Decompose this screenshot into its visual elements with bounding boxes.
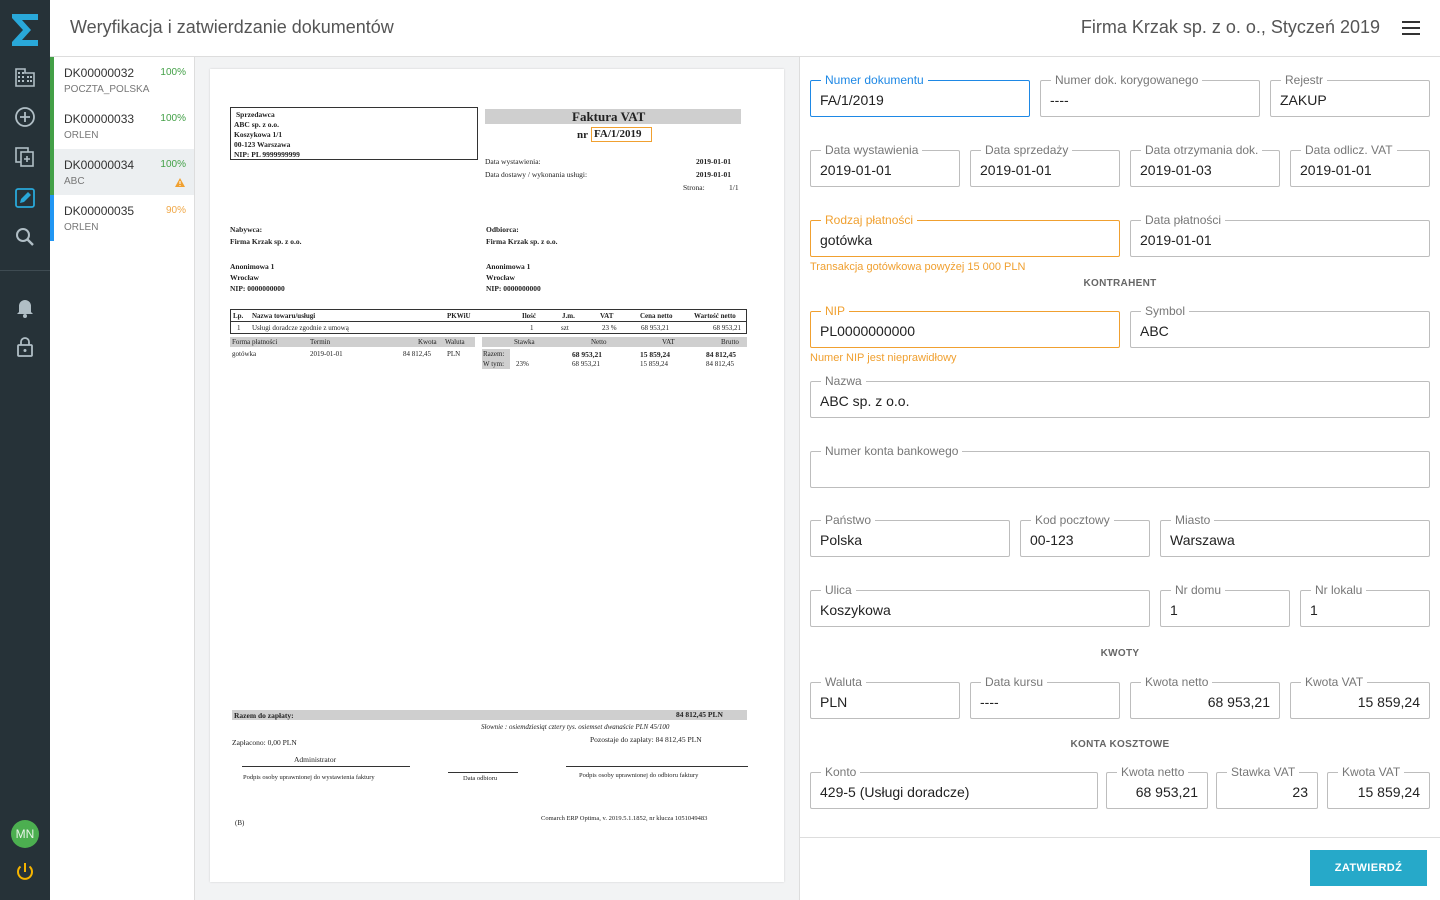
field-value: Koszykowa — [820, 602, 891, 618]
row-net-price: 68 953,21 — [641, 324, 669, 332]
wtym-vat: 15 859,24 — [640, 360, 668, 368]
pay-col-form: Forma płatności — [232, 338, 278, 346]
top-bar — [50, 0, 1440, 57]
field-label: Data odlicz. VAT — [1301, 143, 1397, 157]
wtym-net: 68 953,21 — [572, 360, 600, 368]
field-value: 2019-01-01 — [1300, 162, 1372, 178]
seller-line: NIP: PL 9999999999 — [234, 150, 300, 159]
buyer-line: NIP: 0000000000 — [230, 284, 285, 293]
document-percent: 100% — [160, 159, 186, 170]
warning-icon — [175, 178, 185, 187]
seller-line: 00-123 Warszawa — [234, 140, 291, 149]
document-list-item-active[interactable] — [50, 149, 194, 195]
vat-col-vat: VAT — [662, 338, 675, 346]
field-label: Data wystawienia — [821, 143, 922, 157]
field-value: 23 — [1292, 784, 1308, 800]
buyer-line: Anonimowa 1 — [230, 262, 275, 271]
field-label: Państwo — [821, 513, 875, 527]
vat-col-gross: Brutto — [721, 338, 739, 346]
buyer-label: Nabywca: — [230, 225, 263, 234]
nav-rail — [0, 0, 50, 900]
rail-separator — [0, 270, 50, 271]
sale-date-field[interactable] — [970, 143, 1120, 187]
sign-issuer: Podpis osoby uprawnionej do wystawienia faktury — [243, 774, 375, 781]
cost-vat-field[interactable] — [1327, 765, 1430, 809]
corrected-number-field[interactable] — [1040, 73, 1260, 117]
total-bar — [232, 710, 747, 720]
document-list — [50, 57, 195, 900]
col-net-value: Wartość netto — [694, 312, 736, 320]
page-label: Strona: — [683, 183, 705, 192]
field-value: ABC sp. z o.o. — [820, 393, 910, 409]
field-value: PL0000000000 — [820, 323, 915, 339]
document-list-item[interactable] — [50, 57, 194, 103]
delivery-date: 2019-01-01 — [696, 170, 731, 179]
pay-form: gotówka — [232, 350, 257, 358]
sign-line — [242, 766, 410, 767]
field-value: 2019-01-01 — [1140, 232, 1212, 248]
hamburger-menu-icon[interactable] — [1400, 18, 1422, 38]
flat-number-field[interactable] — [1300, 583, 1430, 627]
field-value: FA/1/2019 — [820, 92, 884, 108]
seller-line: Koszykowa 1/1 — [234, 130, 283, 139]
field-label: Nr lokalu — [1311, 583, 1366, 597]
field-label: Data płatności — [1141, 213, 1225, 227]
page-title: Weryfikacja i zatwierdzanie dokumentów — [70, 17, 394, 37]
vat-col-rate: Stawka — [514, 338, 535, 346]
sum-vat: 15 859,24 — [640, 350, 670, 359]
nip-field[interactable] — [810, 304, 1120, 348]
pay-col-amount: Kwota — [418, 338, 437, 346]
document-percent: 90% — [165, 205, 186, 216]
row-qty: 1 — [530, 324, 534, 332]
account-field[interactable] — [810, 765, 1098, 809]
sign-line — [448, 772, 518, 773]
row-unit: szt — [561, 324, 569, 332]
field-label: Kwota VAT — [1301, 675, 1367, 689]
field-value: ---- — [980, 694, 999, 710]
field-value: 00-123 — [1030, 532, 1074, 548]
recipient-label: Odbiorca: — [486, 225, 519, 234]
document-id: DK00000033 — [64, 112, 135, 126]
field-label: Numer konta bankowego — [821, 444, 962, 458]
payment-type-field[interactable] — [810, 213, 1120, 257]
document-source: POCZTA_POLSKA — [64, 84, 150, 95]
field-value: Polska — [820, 532, 863, 548]
search-icon[interactable] — [13, 225, 37, 249]
field-value: 15 859,24 — [1357, 694, 1420, 710]
col-lp: Lp. — [233, 312, 244, 320]
field-value: ZAKUP — [1280, 92, 1327, 108]
field-label: Symbol — [1141, 304, 1189, 318]
field-label: Stawka VAT — [1227, 765, 1299, 779]
field-label: Numer dok. korygowanego — [1051, 73, 1202, 87]
recipient-line: Wrocław — [486, 273, 515, 282]
currency-field[interactable] — [810, 675, 960, 719]
field-label: Kod pocztowy — [1031, 513, 1114, 527]
document-id: DK00000034 — [64, 158, 135, 172]
field-value: 429-5 (Usługi doradcze) — [820, 784, 970, 800]
invoice-scan — [210, 69, 784, 882]
pay-col-currency: Waluta — [445, 338, 465, 346]
field-value: Warszawa — [1170, 532, 1235, 548]
document-id: DK00000035 — [64, 204, 135, 218]
user-avatar[interactable]: MN — [11, 820, 39, 848]
document-list-item[interactable] — [50, 195, 194, 241]
field-value: 15 859,24 — [1357, 784, 1420, 800]
cost-vat-rate-field[interactable] — [1216, 765, 1318, 809]
add-circle-icon[interactable] — [13, 105, 37, 129]
pay-col-term: Termin — [310, 338, 331, 346]
field-value: 2019-01-01 — [820, 162, 892, 178]
pay-term: 2019-01-01 — [310, 350, 343, 358]
sum-gross: 84 812,45 — [706, 350, 736, 359]
sign-date: Data odbioru — [463, 775, 498, 782]
city-field[interactable] — [1160, 513, 1430, 557]
document-source: ORLEN — [64, 130, 99, 141]
recipient-line: NIP: 0000000000 — [486, 284, 541, 293]
field-label: Data otrzymania dok. — [1141, 143, 1262, 157]
document-form — [800, 57, 1440, 900]
paid-amount: Zapłacono: 0,00 PLN — [232, 738, 297, 747]
delivery-date-label: Data dostawy / wykonania usługi: — [485, 170, 588, 179]
wtym-label: W tym: — [483, 360, 505, 368]
document-preview[interactable] — [195, 57, 800, 900]
field-label: Nazwa — [821, 374, 866, 388]
wtym-rate: 23% — [516, 360, 529, 368]
field-value: ABC — [1140, 323, 1169, 339]
field-value: 2019-01-03 — [1140, 162, 1212, 178]
remaining-amount: Pozostaje do zapłaty: 84 812,45 PLN — [590, 735, 702, 744]
items-table-rule — [230, 321, 747, 322]
receipt-date-field[interactable] — [1130, 143, 1280, 187]
invoice-number: FA/1/2019 — [594, 128, 642, 140]
admin-name: Administrator — [294, 755, 337, 764]
edit-document-icon[interactable] — [13, 186, 37, 210]
field-label: Kwota VAT — [1338, 765, 1404, 779]
field-label: Miasto — [1171, 513, 1214, 527]
sum-net: 68 953,21 — [572, 350, 602, 359]
row-vat: 23 % — [602, 324, 617, 332]
buyer-line: Wrocław — [230, 273, 259, 282]
issue-date-field[interactable] — [810, 143, 960, 187]
row-net-value: 68 953,21 — [713, 324, 741, 332]
field-value: 68 953,21 — [1207, 694, 1270, 710]
house-number-field[interactable] — [1160, 583, 1290, 627]
field-label: Waluta — [821, 675, 866, 689]
field-value: 68 953,21 — [1135, 784, 1198, 800]
register-field[interactable] — [1270, 73, 1430, 117]
pay-amount: 84 812,45 — [403, 350, 431, 358]
approve-button[interactable]: ZATWIERDŹ — [1310, 850, 1427, 886]
col-net-price: Cena netto — [640, 312, 673, 320]
field-value: gotówka — [820, 232, 873, 248]
col-pkwiu: PKWiU — [447, 312, 471, 320]
col-unit: J.m. — [562, 312, 575, 320]
field-label: Konto — [821, 765, 860, 779]
seller-label: Sprzedawca — [236, 110, 275, 119]
recipient-line: Firma Krzak sp. z o.o. — [486, 237, 558, 246]
issue-date-label: Data wystawienia: — [485, 157, 541, 166]
pay-currency: PLN — [447, 350, 461, 358]
payment-type-warning: Transakcja gotówkowa powyżej 15 000 PLN — [810, 261, 1026, 273]
field-label: Data sprzedaży — [981, 143, 1072, 157]
sign-line — [566, 766, 748, 767]
invoice-title: Faktura VAT — [572, 109, 646, 124]
vat-col-net: Netto — [591, 338, 607, 346]
recipient-line: Anonimowa 1 — [486, 262, 531, 271]
document-percent: 100% — [160, 67, 186, 78]
document-percent: 100% — [160, 113, 186, 124]
invoice-nr-label: nr — [577, 129, 588, 141]
field-value: PLN — [820, 694, 848, 710]
total-label: Razem do zapłaty: — [234, 711, 294, 720]
field-value: ---- — [1050, 92, 1069, 108]
name-field[interactable] — [810, 374, 1430, 418]
footer-code: (B) — [235, 819, 245, 827]
symbol-field[interactable] — [1130, 304, 1430, 348]
documents-icon[interactable] — [13, 145, 37, 169]
building-icon[interactable] — [13, 65, 37, 89]
row-lp: 1 — [237, 324, 241, 332]
col-vat: VAT — [600, 312, 614, 320]
page-number: 1/1 — [729, 183, 739, 192]
issue-date: 2019-01-01 — [696, 157, 731, 166]
field-value: 1 — [1310, 602, 1318, 618]
cost-net-field[interactable] — [1106, 765, 1208, 809]
document-source: ORLEN — [64, 222, 99, 233]
wtym-gross: 84 812,45 — [706, 360, 734, 368]
app-logo-icon[interactable] — [9, 12, 41, 48]
col-name: Nazwa towaru/usługi — [252, 312, 316, 320]
field-label: Kwota netto — [1117, 765, 1188, 779]
field-label: NIP — [821, 304, 849, 318]
field-label: Rodzaj płatności — [821, 213, 917, 227]
vat-amount-field[interactable] — [1290, 675, 1430, 719]
field-label: Nr domu — [1171, 583, 1225, 597]
total-value: 84 812,45 PLN — [676, 710, 723, 719]
rate-date-field[interactable] — [970, 675, 1120, 719]
field-label: Kwota netto — [1141, 675, 1212, 689]
buyer-line: Firma Krzak sp. z o.o. — [230, 237, 302, 246]
field-value: 2019-01-01 — [980, 162, 1052, 178]
bell-icon[interactable] — [13, 295, 37, 319]
section-contractor: KONTRAHENT — [1083, 278, 1157, 289]
field-label: Numer dokumentu — [821, 73, 928, 87]
sum-label: Razem: — [483, 350, 505, 358]
document-id: DK00000032 — [64, 66, 135, 80]
lock-icon[interactable] — [13, 335, 37, 359]
nip-warning: Numer NIP jest nieprawidłowy — [810, 352, 957, 364]
sign-receiver: Podpis osoby uprawnionej do odbioru faktury — [579, 772, 699, 779]
field-value: 1 — [1170, 602, 1178, 618]
street-field[interactable] — [810, 583, 1150, 627]
field-label: Data kursu — [981, 675, 1047, 689]
footer-software: Comarch ERP Optima, v. 2019.5.1.1852, nr klucza 1051049483 — [541, 815, 708, 822]
payment-date-field[interactable] — [1130, 213, 1430, 257]
doc-number-field[interactable] — [810, 73, 1030, 117]
document-source: ABC — [64, 176, 85, 187]
vat-date-field[interactable] — [1290, 143, 1430, 187]
company-period: Firma Krzak sp. z o. o., Styczeń 2019 — [1080, 17, 1380, 37]
seller-line: ABC sp. z o.o. — [234, 120, 280, 129]
net-amount-field[interactable] — [1130, 675, 1280, 719]
document-list-item[interactable] — [50, 103, 194, 149]
field-label: Ulica — [821, 583, 856, 597]
country-field[interactable] — [810, 513, 1010, 557]
section-cost-accounts: KONTA KOSZTOWE — [1070, 739, 1170, 750]
footer-divider — [800, 837, 1440, 838]
amount-in-words: Słownie : osiemdziesiąt cztery tys. osiemset dwanaście PLN 45/100 — [481, 723, 670, 731]
col-qty: Ilość — [522, 312, 536, 320]
section-amounts: KWOTY — [1100, 648, 1140, 659]
row-name: Usługi doradcze zgodnie z umową — [252, 324, 349, 332]
field-label: Rejestr — [1281, 73, 1327, 87]
bank-account-field[interactable] — [810, 444, 1430, 488]
postal-code-field[interactable] — [1020, 513, 1150, 557]
power-icon[interactable] — [13, 860, 37, 884]
